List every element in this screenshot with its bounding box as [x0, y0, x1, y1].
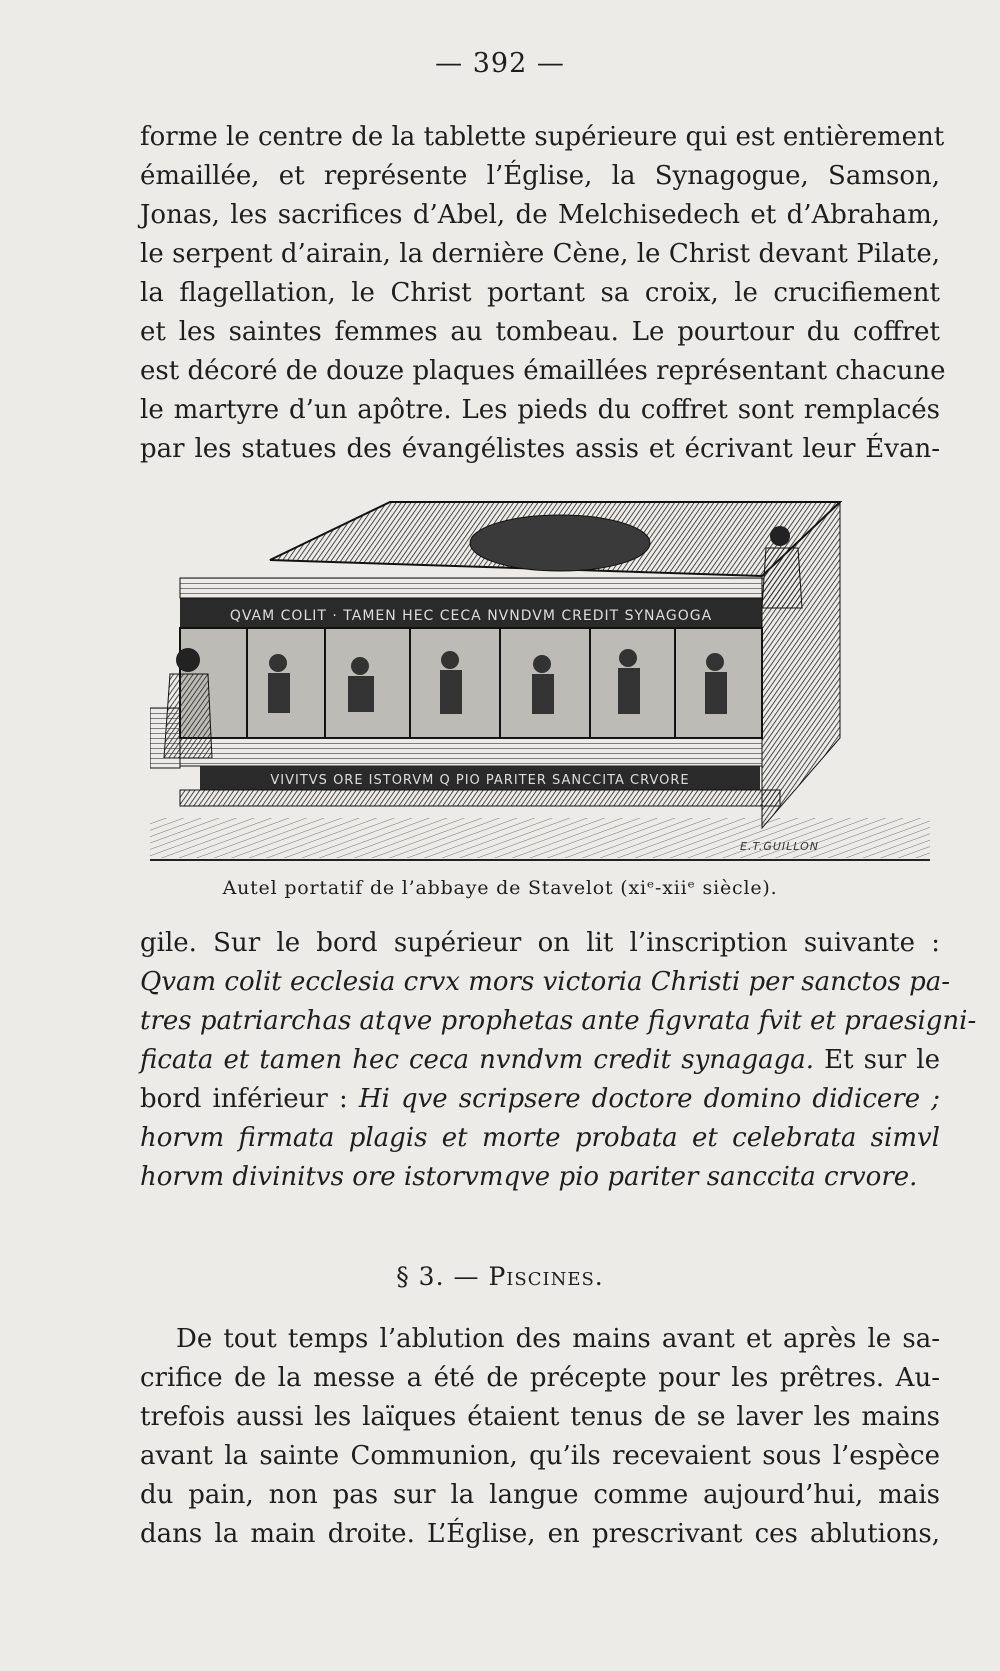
upper-inscription: QVAM COLIT · TAMEN HEC CECA NVNDVM CREDIT SYNAGOGA [229, 608, 713, 624]
lid-medallion [470, 515, 650, 571]
latin-line: Qvam colit ecclesia crvx mors victoria Christi per sanctos pa- [140, 967, 951, 997]
text-line [140, 1041, 940, 1080]
foliage-band [180, 738, 762, 766]
text-fragment: bord inférieur : [140, 1084, 359, 1114]
latin-line: tres patriarchas atqve prophetas ante figvrata fvit et praesigni- [140, 1006, 977, 1036]
lower-inscription: VIVITVS ORE ISTORVM Q PIO PARITER SANCCITA CRVORE [270, 773, 690, 788]
text-line: le serpent d’airain, la dernière Cène, le Christ devant Pilate, [140, 239, 940, 269]
upper-moulding [180, 578, 762, 598]
paragraph-1 [140, 118, 946, 469]
text-line: le martyre d’un apôtre. Les pieds du coffret sont remplacés [140, 395, 940, 425]
text-line [140, 1080, 940, 1119]
latin-fragment: Hi qve scripsere doctore domino didicere ; [358, 1084, 940, 1114]
text-line: dans la main droite. L’Église, en prescrivant ces ablutions, [140, 1519, 940, 1549]
section-heading [0, 1262, 1000, 1291]
latin-fragment: ficata et tamen hec ceca nvndvm credit synagaga. [140, 1045, 815, 1075]
text-line: crifice de la messe a été de précepte pour les prêtres. Au- [140, 1363, 940, 1393]
text-line: du pain, non pas sur la langue comme aujourd’hui, mais [140, 1480, 940, 1510]
section-title: Piscines. [488, 1262, 604, 1291]
text-line: Jonas, les sacrifices d’Abel, de Melchisedech et d’Abraham, [140, 200, 940, 230]
text-line: et les saintes femmes au tombeau. Le pourtour du coffret [140, 317, 940, 347]
altar-base [180, 790, 780, 806]
text-line: De tout temps l’ablution des mains avant et après le sa- [176, 1324, 940, 1354]
text-line: émaillée, et représente l’Église, la Synagogue, Samson, [140, 161, 940, 191]
text-line: avant la sainte Communion, qu’ils recevaient sous l’espèce [140, 1441, 940, 1471]
text-line: la flagellation, le Christ portant sa croix, le crucifiement [140, 278, 940, 308]
latin-line: horvm divinitvs ore istorvmqve pio pariter sanccita crvore. [140, 1162, 918, 1192]
figure-caption: Autel portatif de l’abbaye de Stavelot (xiᵉ-xiiᵉ siècle). [222, 877, 778, 899]
text-line: trefois aussi les laïques étaient tenus de se laver les mains [140, 1402, 940, 1432]
text-line: est décoré de douze plaques émaillées représentant chacune [140, 356, 946, 386]
latin-line: horvm firmata plagis et morte probata et celebrata simvl [140, 1123, 940, 1153]
section-number: § 3. — [396, 1262, 489, 1291]
paragraph-3 [140, 1320, 940, 1554]
page-number: — 392 — [435, 48, 565, 79]
paragraph-2 [140, 924, 977, 1197]
text-line: par les statues des évangélistes assis et écrivant leur Évan- [140, 434, 940, 464]
text-line: gile. Sur le bord supérieur on lit l’inscription suivante : [140, 928, 940, 958]
altar-engraving [150, 498, 930, 870]
text-fragment: Et sur le [814, 1045, 940, 1075]
engraver-signature: E.T.GUILLON [740, 840, 819, 853]
text-line: forme le centre de la tablette supérieure qui est entièrement [140, 122, 945, 152]
